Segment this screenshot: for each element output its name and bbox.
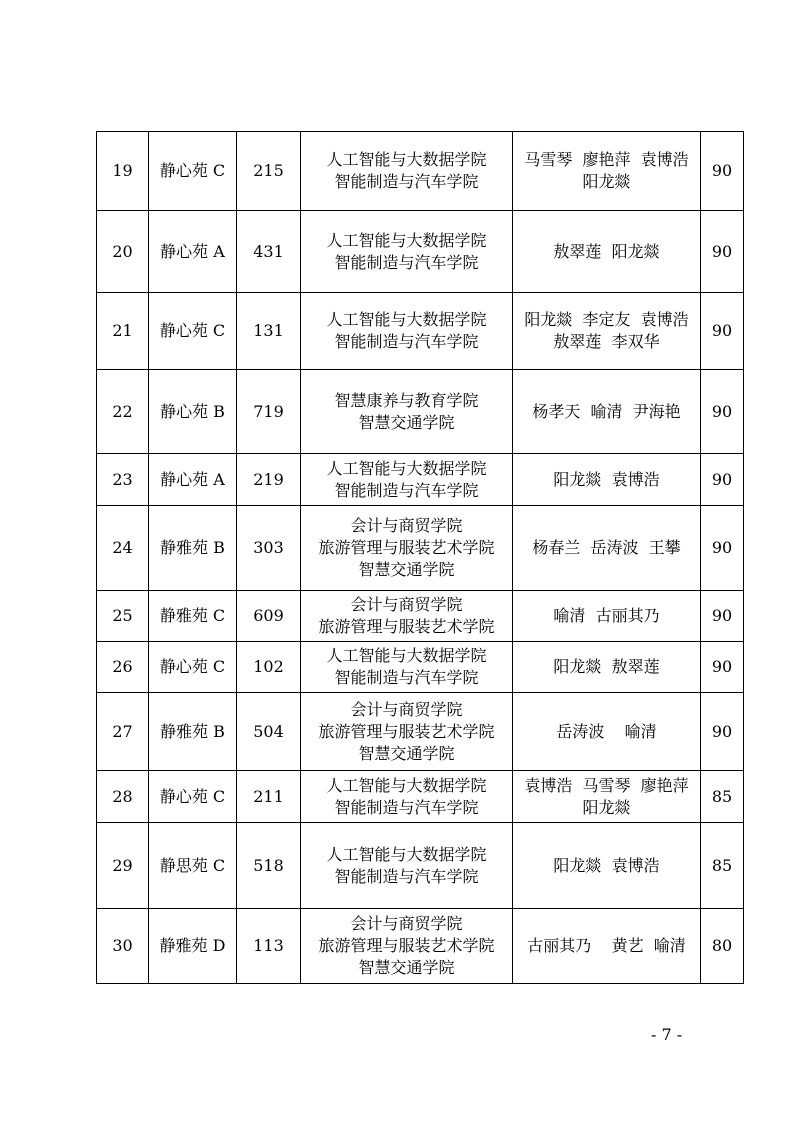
room-cell: 113 <box>237 909 301 984</box>
college-cell-line: 人工智能与大数据学院 <box>326 230 487 250</box>
building-cell: 静雅苑 C <box>149 591 237 642</box>
college-cell-line: 人工智能与大数据学院 <box>326 310 487 329</box>
college-cell <box>301 642 513 693</box>
college-cell-line: 人工智能与大数据学院 <box>326 775 487 795</box>
college-cell <box>301 693 513 771</box>
table-row <box>97 454 744 506</box>
people-cell-line: 阳龙燚 <box>582 172 631 191</box>
people-cell-line: 敖翠莲 阳龙燚 <box>553 241 660 261</box>
college-cell-line: 旅游管理与服装艺术学院 <box>318 538 495 557</box>
row-number-cell: 28 <box>97 771 149 823</box>
row-number-cell: 21 <box>97 293 149 370</box>
room-cell: 219 <box>237 454 301 506</box>
college-cell <box>301 293 513 370</box>
table-body <box>97 132 744 984</box>
people-cell-line: 岳涛波 喻清 <box>556 721 657 741</box>
college-cell-line: 智慧康养与教育学院 <box>334 390 479 410</box>
college-cell-line: 人工智能与大数据学院 <box>326 646 487 665</box>
people-cell-line: 敖翠莲 李双华 <box>553 332 660 351</box>
room-cell: 215 <box>237 132 301 211</box>
score-cell: 80 <box>701 909 744 984</box>
people-cell-line: 杨春兰 岳涛波 王攀 <box>532 538 681 557</box>
college-cell-line: 智能制造与汽车学院 <box>334 480 479 500</box>
building-cell: 静心苑 B <box>149 370 237 454</box>
building-cell: 静雅苑 B <box>149 693 237 771</box>
people-cell <box>513 591 701 642</box>
people-cell <box>513 370 701 454</box>
row-number-cell: 26 <box>97 642 149 693</box>
table-row <box>97 370 744 454</box>
table-row <box>97 211 744 293</box>
people-cell <box>513 211 701 293</box>
building-cell: 静雅苑 B <box>149 506 237 591</box>
college-cell-line: 人工智能与大数据学院 <box>326 150 487 169</box>
college-cell <box>301 909 513 984</box>
score-cell: 90 <box>701 211 744 293</box>
row-number-cell: 19 <box>97 132 149 211</box>
row-number-cell: 29 <box>97 823 149 909</box>
college-cell-line: 会计与商贸学院 <box>350 914 463 933</box>
room-cell: 102 <box>237 642 301 693</box>
table-row <box>97 591 744 642</box>
people-cell-line: 马雪琴 廖艳萍 袁博浩 <box>524 150 689 169</box>
college-cell-line: 智能制造与汽车学院 <box>334 668 479 687</box>
people-cell-line: 喻清 古丽其乃 <box>553 606 660 625</box>
people-cell-line: 阳龙燚 <box>582 797 631 817</box>
building-cell: 静心苑 C <box>149 132 237 211</box>
score-cell: 90 <box>701 693 744 771</box>
room-cell: 719 <box>237 370 301 454</box>
people-cell-line: 阳龙燚 李定友 袁博浩 <box>524 310 689 329</box>
people-cell-line: 杨孝天 喻清 尹海艳 <box>532 401 681 421</box>
college-cell <box>301 370 513 454</box>
people-cell <box>513 293 701 370</box>
building-cell: 静心苑 A <box>149 211 237 293</box>
score-cell: 90 <box>701 642 744 693</box>
row-number-cell: 20 <box>97 211 149 293</box>
college-cell-line: 会计与商贸学院 <box>350 595 463 614</box>
building-cell: 静心苑 A <box>149 454 237 506</box>
people-cell <box>513 506 701 591</box>
college-cell-line: 智慧交通学院 <box>358 743 455 763</box>
score-cell: 90 <box>701 506 744 591</box>
score-cell: 85 <box>701 771 744 823</box>
college-cell <box>301 211 513 293</box>
people-cell <box>513 909 701 984</box>
college-cell <box>301 771 513 823</box>
table-row <box>97 132 744 211</box>
college-cell-line: 人工智能与大数据学院 <box>326 458 487 478</box>
people-cell-line: 古丽其乃 黄艺 喻清 <box>527 936 686 955</box>
room-cell: 211 <box>237 771 301 823</box>
college-cell-line: 智慧交通学院 <box>358 560 455 579</box>
college-cell-line: 旅游管理与服装艺术学院 <box>318 721 495 741</box>
people-cell-line: 袁博浩 马雪琴 廖艳萍 <box>524 775 689 795</box>
table-row <box>97 823 744 909</box>
table-row <box>97 771 744 823</box>
score-cell: 90 <box>701 132 744 211</box>
building-cell: 静雅苑 D <box>149 909 237 984</box>
page-number: - 7 - <box>651 1025 683 1044</box>
college-cell <box>301 823 513 909</box>
college-cell-line: 智能制造与汽车学院 <box>334 252 479 272</box>
college-cell-line: 旅游管理与服装艺术学院 <box>318 936 495 955</box>
table-row <box>97 506 744 591</box>
people-cell-line: 阳龙燚 袁博浩 <box>553 855 660 875</box>
building-cell: 静心苑 C <box>149 293 237 370</box>
table-row <box>97 642 744 693</box>
table-row <box>97 909 744 984</box>
college-cell-line: 旅游管理与服装艺术学院 <box>318 617 495 636</box>
row-number-cell: 22 <box>97 370 149 454</box>
score-cell: 90 <box>701 591 744 642</box>
score-cell: 90 <box>701 293 744 370</box>
people-cell-line: 阳龙燚 敖翠莲 <box>553 657 660 676</box>
table-row <box>97 693 744 771</box>
people-cell-line: 阳龙燚 袁博浩 <box>553 469 660 489</box>
row-number-cell: 30 <box>97 909 149 984</box>
row-number-cell: 24 <box>97 506 149 591</box>
people-cell <box>513 132 701 211</box>
people-cell <box>513 823 701 909</box>
college-cell-line: 会计与商贸学院 <box>350 699 463 719</box>
score-cell: 85 <box>701 823 744 909</box>
college-cell-line: 智慧交通学院 <box>358 412 455 432</box>
college-cell-line: 智慧交通学院 <box>358 958 455 977</box>
college-cell-line: 智能制造与汽车学院 <box>334 332 479 351</box>
row-number-cell: 27 <box>97 693 149 771</box>
score-cell: 90 <box>701 454 744 506</box>
score-cell: 90 <box>701 370 744 454</box>
building-cell: 静思苑 C <box>149 823 237 909</box>
college-cell <box>301 454 513 506</box>
building-cell: 静心苑 C <box>149 771 237 823</box>
college-cell-line: 会计与商贸学院 <box>350 516 463 535</box>
room-cell: 431 <box>237 211 301 293</box>
row-number-cell: 23 <box>97 454 149 506</box>
people-cell <box>513 771 701 823</box>
row-number-cell: 25 <box>97 591 149 642</box>
people-cell <box>513 693 701 771</box>
building-cell: 静心苑 C <box>149 642 237 693</box>
room-cell: 504 <box>237 693 301 771</box>
room-cell: 131 <box>237 293 301 370</box>
college-cell-line: 智能制造与汽车学院 <box>334 866 479 886</box>
college-cell <box>301 132 513 211</box>
college-cell-line: 智能制造与汽车学院 <box>334 172 479 191</box>
table-row <box>97 293 744 370</box>
college-cell <box>301 591 513 642</box>
college-cell-line: 智能制造与汽车学院 <box>334 797 479 817</box>
people-cell <box>513 642 701 693</box>
people-cell <box>513 454 701 506</box>
room-cell: 609 <box>237 591 301 642</box>
room-cell: 303 <box>237 506 301 591</box>
room-cell: 518 <box>237 823 301 909</box>
college-cell <box>301 506 513 591</box>
inspection-score-table <box>96 131 744 984</box>
college-cell-line: 人工智能与大数据学院 <box>326 844 487 864</box>
